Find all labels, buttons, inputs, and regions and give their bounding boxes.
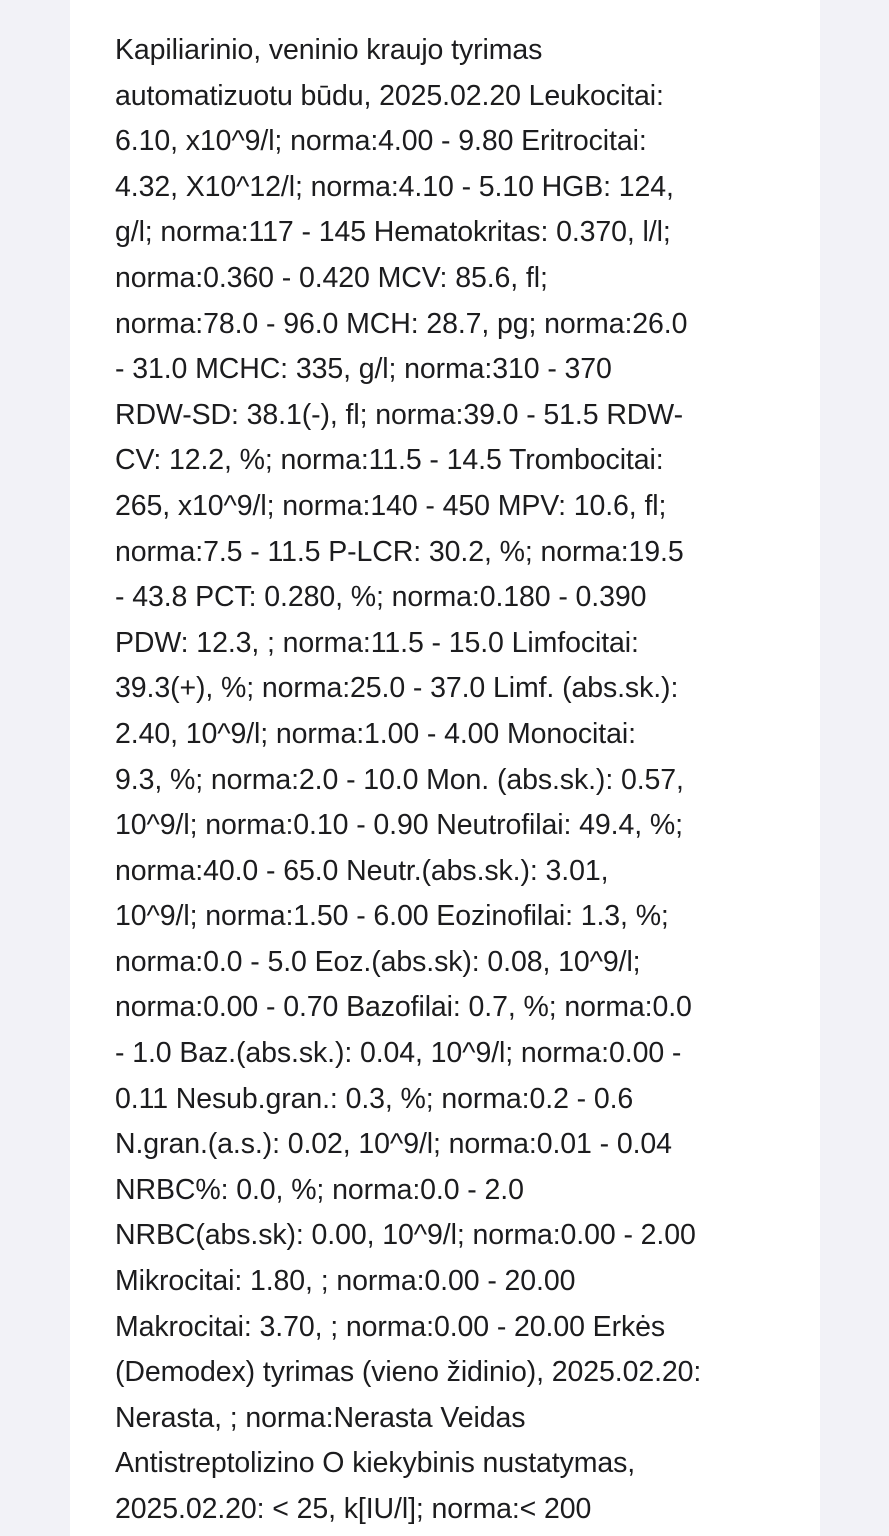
text-line: Antistreptolizino O kiekybinis nustatymas, [115,1447,636,1480]
text-line: norma:0.0 - 5.0 Eoz.(abs.sk): 0.08, 10^9/l; [115,945,641,978]
text-line: CV: 12.2, %; norma:11.5 - 14.5 Trombocitai: [115,444,664,477]
text-line: 2025.02.20: < 25, k[IU/l]; norma:< 200 [115,1493,592,1525]
text-line: 10^9/l; norma:0.10 - 0.90 Neutrofilai: 49.4, %; [115,809,683,842]
text-line: 9.3, %; norma:2.0 - 10.0 Mon. (abs.sk.): 0.57, [115,763,684,796]
text-line: 0.11 Nesub.gran.: 0.3, %; norma:0.2 - 0.6 [115,1082,634,1115]
report-card [70,0,820,1536]
text-line: g/l; norma:117 - 145 Hematokritas: 0.370, l/l; [115,216,671,249]
text-line: automatizuotu būdu, 2025.02.20 Leukocitai: [115,79,664,112]
text-line: norma:0.360 - 0.420 MCV: 85.6, fl; [115,261,548,294]
text-line: RDW-SD: 38.1(-), fl; norma:39.0 - 51.5 RDW- [115,398,683,431]
text-line: 10^9/l; norma:1.50 - 6.00 Eozinofilai: 1.3, %; [115,900,669,933]
text-line: norma:78.0 - 96.0 MCH: 28.7, pg; norma:26.0 [115,307,688,340]
text-line: 2.40, 10^9/l; norma:1.00 - 4.00 Monocitai: [115,717,636,750]
text-line: - 1.0 Baz.(abs.sk.): 0.04, 10^9/l; norma:0.00 - [115,1037,682,1070]
text-line: 6.10, x10^9/l; norma:4.00 - 9.80 Eritrocitai: [115,125,647,158]
text-line: norma:7.5 - 11.5 P-LCR: 30.2, %; norma:19.5 [115,535,684,568]
text-line: N.gran.(a.s.): 0.02, 10^9/l; norma:0.01 - 0.04 [115,1128,672,1161]
text-line: Makrocitai: 3.70, ; norma:0.00 - 20.00 Erkės [115,1310,666,1343]
text-line: - 31.0 MCHC: 335, g/l; norma:310 - 370 [115,353,612,386]
text-line: PDW: 12.3, ; norma:11.5 - 15.0 Limfocitai: [115,626,639,659]
text-line: Nerasta, ; norma:Nerasta Veidas [115,1401,526,1434]
text-line: NRBC%: 0.0, %; norma:0.0 - 2.0 [115,1173,524,1206]
text-line: - 43.8 PCT: 0.280, %; norma:0.180 - 0.390 [115,581,647,614]
text-line: NRBC(abs.sk): 0.00, 10^9/l; norma:0.00 - 2.00 [115,1219,696,1252]
text-line: Kapiliarinio, veninio kraujo tyrimas [115,34,543,66]
lab-results-text [115,28,795,1533]
text-line: 265, x10^9/l; norma:140 - 450 MPV: 10.6, fl; [115,489,667,522]
text-line: norma:40.0 - 65.0 Neutr.(abs.sk.): 3.01, [115,854,609,887]
text-line: 4.32, X10^12/l; norma:4.10 - 5.10 HGB: 124, [115,170,674,203]
text-line: (Demodex) tyrimas (vieno židinio), 2025.02.20: [115,1356,702,1389]
text-line: 39.3(+), %; norma:25.0 - 37.0 Limf. (abs.sk.): [115,672,679,705]
text-line: norma:0.00 - 0.70 Bazofilai: 0.7, %; norma:0.0 [115,991,692,1024]
text-line: Mikrocitai: 1.80, ; norma:0.00 - 20.00 [115,1265,576,1298]
